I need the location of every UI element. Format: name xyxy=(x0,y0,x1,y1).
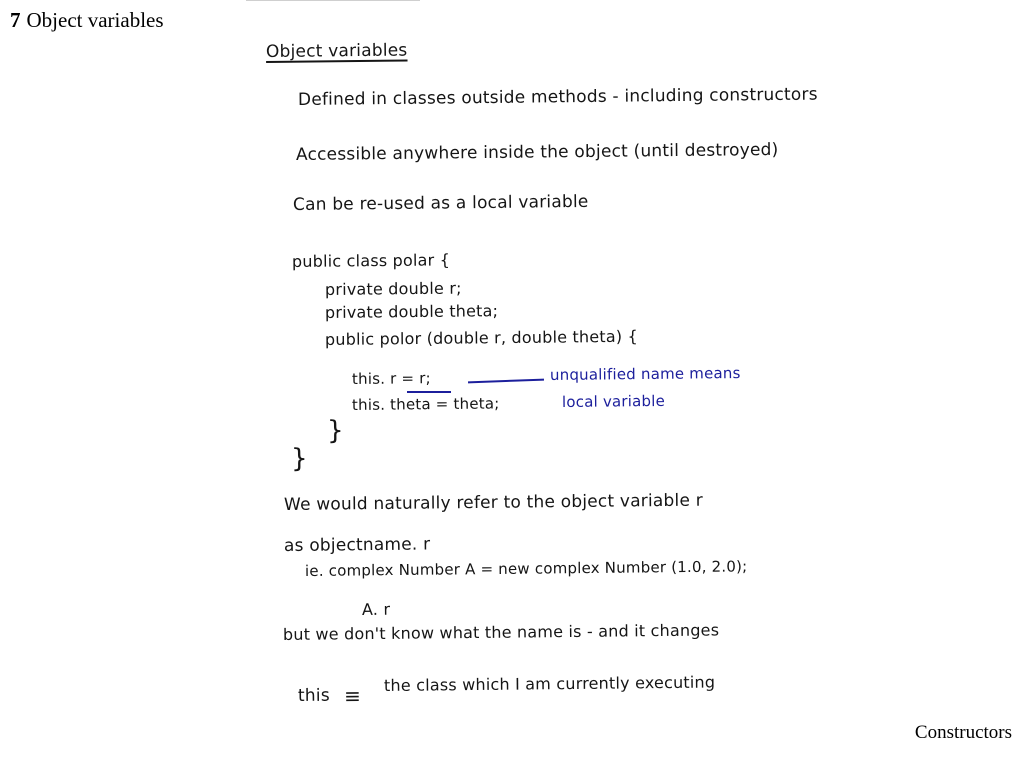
footer-section-label: Constructors xyxy=(914,722,1012,743)
note-line-1: Defined in classes outside methods - including constructors xyxy=(297,84,818,110)
code-line-8: } xyxy=(290,443,308,474)
para-equiv-symbol: ≡ xyxy=(343,683,362,708)
annotation-arrow-line xyxy=(468,379,544,384)
slide-title-text: Object variables xyxy=(26,8,164,32)
code-line-2: private double r; xyxy=(324,278,462,299)
code-line-1: public class polar { xyxy=(291,250,451,271)
note-line-3: Can be re-used as a local variable xyxy=(292,191,589,215)
annotation-line-1: unqualified name means xyxy=(549,364,741,384)
r-underline xyxy=(407,391,451,393)
para-line-4: A. r xyxy=(361,599,391,619)
note-line-2: Accessible anywhere inside the object (until destroyed) xyxy=(295,139,779,165)
para-line-1: We would naturally refer to the object variable r xyxy=(283,490,703,515)
code-line-5: this. r = r; xyxy=(351,369,431,388)
slide-number: 7 xyxy=(10,8,21,32)
notes-heading: Object variables xyxy=(265,40,408,62)
para-line-3: ie. complex Number A = new complex Number (1.0, 2.0); xyxy=(304,557,748,580)
annotation-line-2: local variable xyxy=(561,391,666,411)
code-line-4: public polor (double r, double theta) { xyxy=(324,326,639,349)
para-line-6: the class which I am currently executing xyxy=(383,672,716,695)
code-line-6: this. theta = theta; xyxy=(351,394,500,414)
para-line-5: but we don't know what the name is - and it changes xyxy=(282,620,720,644)
code-line-3: private double theta; xyxy=(324,301,499,322)
code-line-7: } xyxy=(326,415,344,446)
para-line-2: as objectname. r xyxy=(283,534,431,556)
para-this: this xyxy=(297,685,330,706)
